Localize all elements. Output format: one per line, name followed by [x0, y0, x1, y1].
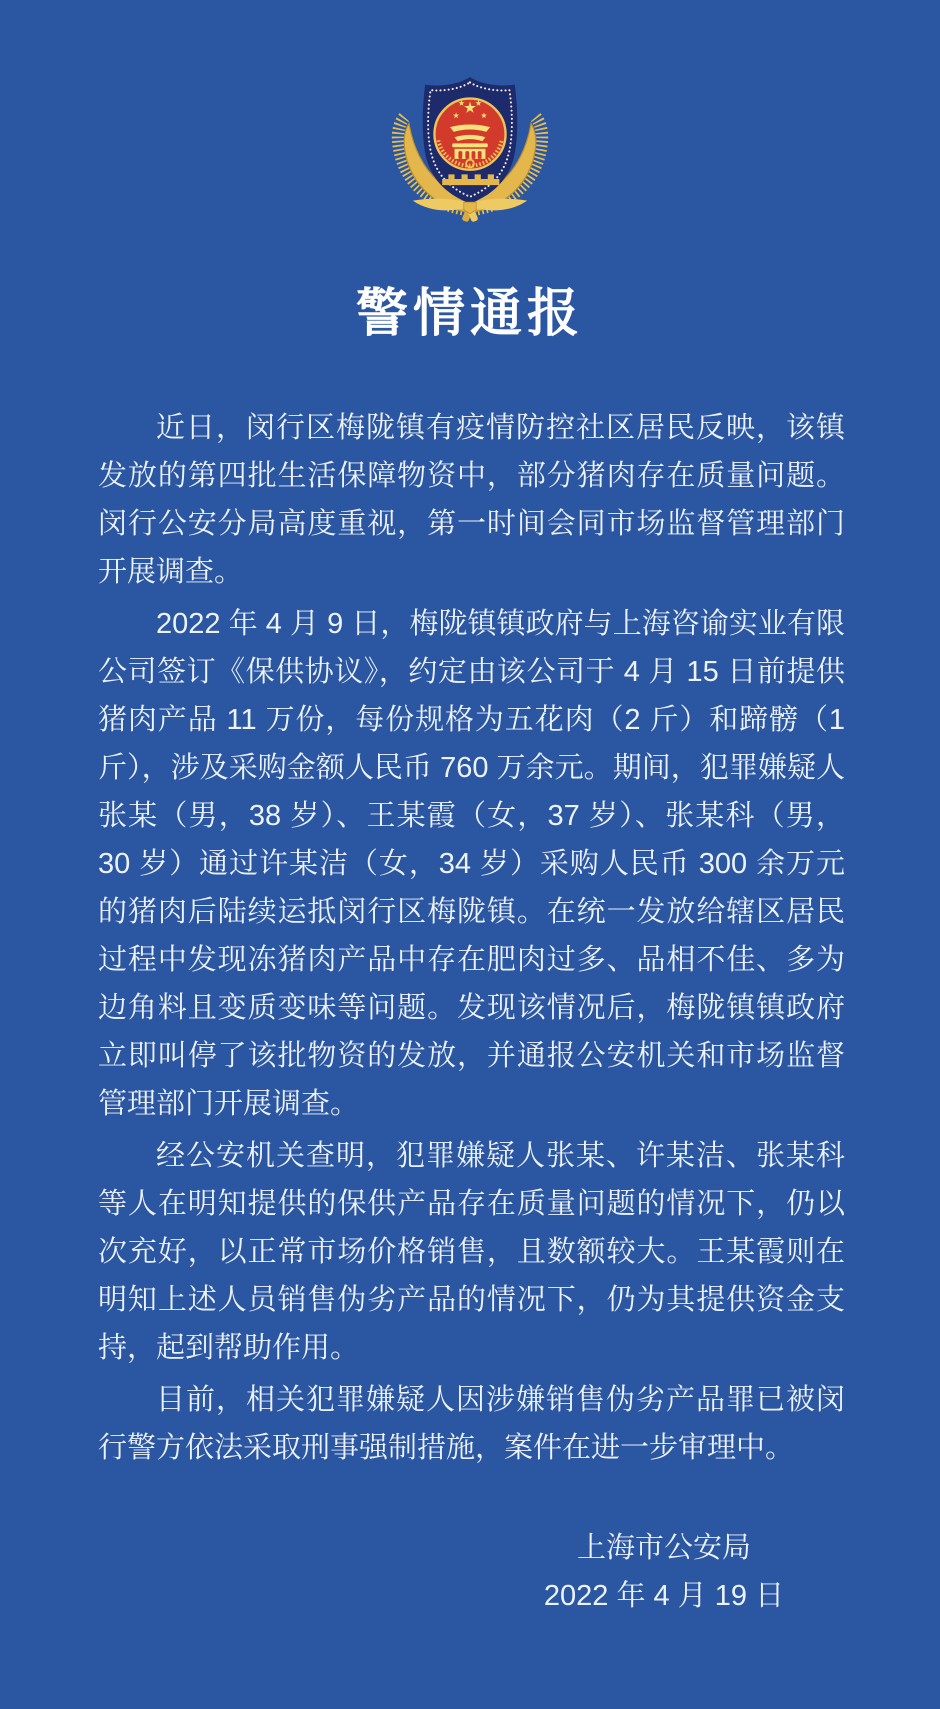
notice-paragraph-3: 经公安机关查明，犯罪嫌疑人张某、许某洁、张某科等人在明知提供的保供产品存在质量问题的情况下，仍以次充好，以正常市场价格销售，且数额较大。王某霞则在明知上述人员销售伪劣产品的情况下，仍为其提供资金支持，起到帮助作用。: [98, 1140, 845, 1364]
issue-date: 2022 年 4 月 19 日: [543, 1580, 785, 1612]
notice-paragraph-2: 2022 年 4 月 9 日，梅陇镇镇政府与上海咨谕实业有限公司签订《保供协议》，约定由该公司于 4 月 15 日前提供猪肉产品 11 万份，每份规格为五花肉（2 斤）和蹄髈（1 斤），涉及采购金额人民币 760 万余元。期间，犯罪嫌疑人张某（男，38 岁）、王某霞（女，37 岁）、张某科（男，30 岁）通过许某洁（女，34 岁）采购人民币 300 余万元的猪肉后陆续运抵闵行区梅陇镇。在统一发放给辖区居民过程中发现冻猪肉产品中存在肥肉过多、品相不佳、多为边角料且变质变味等问题。发现该情况后，梅陇镇镇政府立即叫停了该批物资的发放，并通报公安机关和市场监督管理部门开展调查。: [98, 608, 845, 1120]
signature-block: [499, 1524, 829, 1620]
notice-title: 警情通报: [355, 285, 584, 343]
issuer-signature: 上海市公安局: [576, 1532, 751, 1564]
police-badge-icon: [385, 66, 555, 227]
notice-paragraph-4: 目前，相关犯罪嫌疑人因涉嫌销售伪劣产品罪已被闵行警方依法采取刑事强制措施，案件在进一步审理中。: [98, 1384, 845, 1464]
notice-paragraph-1: 近日，闵行区梅陇镇有疫情防控社区居民反映，该镇发放的第四批生活保障物资中，部分猪肉存在质量问题。闵行公安分局高度重视，第一时间会同市场监督管理部门开展调查。: [98, 412, 845, 588]
emblem-container: [0, 0, 940, 227]
notice-body: [98, 404, 845, 1472]
